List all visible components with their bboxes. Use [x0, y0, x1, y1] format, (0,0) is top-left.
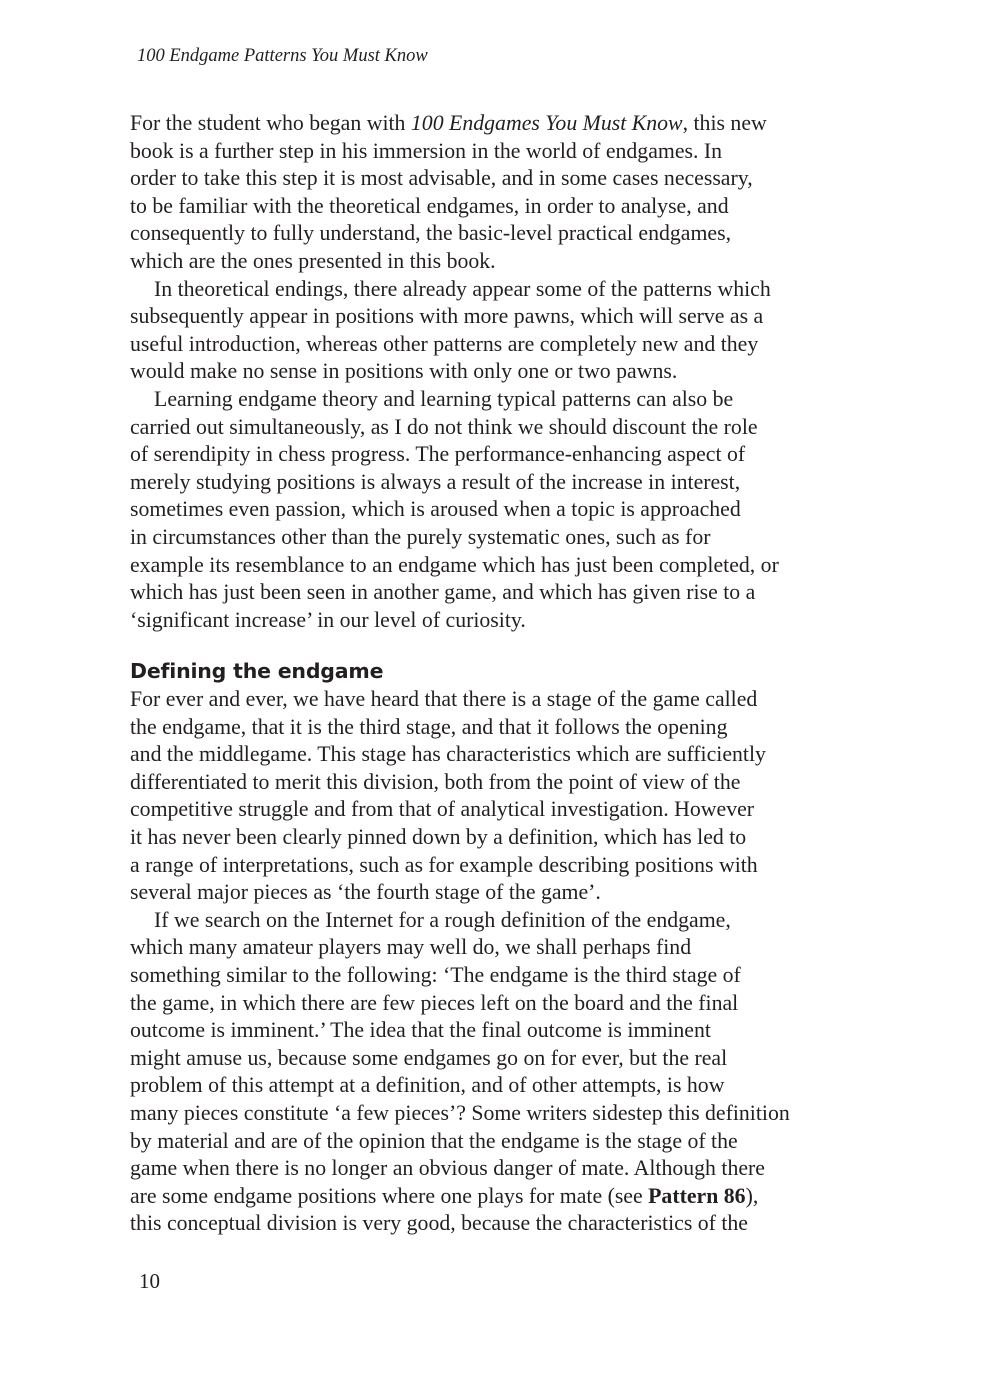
- text-line: outcome is imminent.’ The idea that the final outcome is imminent: [130, 1018, 711, 1043]
- text-line: by material and are of the opinion that the endgame is the stage of the: [130, 1128, 738, 1153]
- text-line: it has never been clearly pinned down by a definition, which has led to: [130, 824, 747, 849]
- text-line: the endgame, that it is the third stage, and that it follows the opening: [130, 714, 728, 739]
- text-line: the game, in which there are few pieces left on the board and the final: [130, 990, 739, 1015]
- text-line: would make no sense in positions with only one or two pawns.: [130, 359, 678, 384]
- text-line: which are the ones presented in this book.: [130, 248, 496, 273]
- text-line: merely studying positions is always a result of the increase in interest,: [130, 469, 741, 494]
- text-line: subsequently appear in positions with more pawns, which will serve as a: [130, 304, 764, 329]
- page-number: 10: [139, 1269, 160, 1293]
- pattern-reference: Pattern 86: [648, 1183, 746, 1208]
- text-line: Learning endgame theory and learning typical patterns can also be: [154, 386, 734, 411]
- text-line: in circumstances other than the purely systematic ones, such as for: [130, 524, 711, 549]
- running-head: 100 Endgame Patterns You Must Know: [137, 46, 428, 66]
- text-line: For the student who began with 100 Endgames You Must Know, this new: [130, 111, 767, 135]
- text-line: carried out simultaneously, as I do not think we should discount the role: [130, 414, 758, 439]
- text-line: useful introduction, whereas other patterns are completely new and they: [130, 331, 759, 356]
- text-line: ‘significant increase’ in our level of curiosity.: [130, 607, 526, 632]
- text-line: might amuse us, because some endgames go on for ever, but the real: [130, 1045, 728, 1070]
- text-line: competitive struggle and from that of analytical investigation. However: [130, 797, 755, 822]
- text-line: differentiated to merit this division, both from the point of view of the: [130, 769, 741, 794]
- intro-text: [130, 110, 870, 634]
- text-line: consequently to fully understand, the basic-level practical endgames,: [130, 221, 732, 246]
- text-line: problem of this attempt at a definition, and of other attempts, is how: [130, 1073, 725, 1098]
- text-line: which many amateur players may well do, we shall perhaps find: [130, 935, 692, 960]
- text-line: sometimes even passion, which is aroused when a topic is approached: [130, 497, 741, 522]
- text-line: of serendipity in chess progress. The performance-enhancing aspect of: [130, 442, 746, 467]
- section-heading: Defining the endgame: [130, 659, 384, 683]
- text-line: book is a further step in his immersion in the world of endgames. In: [130, 138, 723, 163]
- text-line: this conceptual division is very good, because the characteristics of the: [130, 1211, 748, 1236]
- text-line: order to take this step it is most advisable, and in some cases necessary,: [130, 166, 753, 191]
- text-line: many pieces constitute ‘a few pieces’? Some writers sidestep this definition: [130, 1100, 790, 1125]
- text-line: are some endgame positions where one plays for mate (see Pattern 86),: [130, 1183, 759, 1208]
- text-line: For ever and ever, we have heard that there is a stage of the game called: [130, 687, 758, 711]
- text-line: several major pieces as ‘the fourth stage of the game’.: [130, 880, 601, 905]
- text-line: to be familiar with the theoretical endgames, in order to analyse, and: [130, 193, 729, 218]
- section-text: [130, 686, 870, 1238]
- text-line: In theoretical endings, there already appear some of the patterns which: [154, 276, 771, 301]
- text-line: game when there is no longer an obvious danger of mate. Although there: [130, 1156, 765, 1181]
- text-line: If we search on the Internet for a rough definition of the endgame,: [154, 907, 731, 932]
- book-title: 100 Endgames You Must Know: [410, 111, 683, 135]
- text-line: something similar to the following: ‘The endgame is the third stage of: [130, 962, 741, 987]
- text-line: and the middlegame. This stage has characteristics which are sufficiently: [130, 742, 766, 767]
- text-line: a range of interpretations, such as for example describing positions with: [130, 852, 758, 877]
- text-line: which has just been seen in another game, and which has given rise to a: [130, 580, 756, 605]
- text-line: example its resemblance to an endgame which has just been completed, or: [130, 552, 779, 577]
